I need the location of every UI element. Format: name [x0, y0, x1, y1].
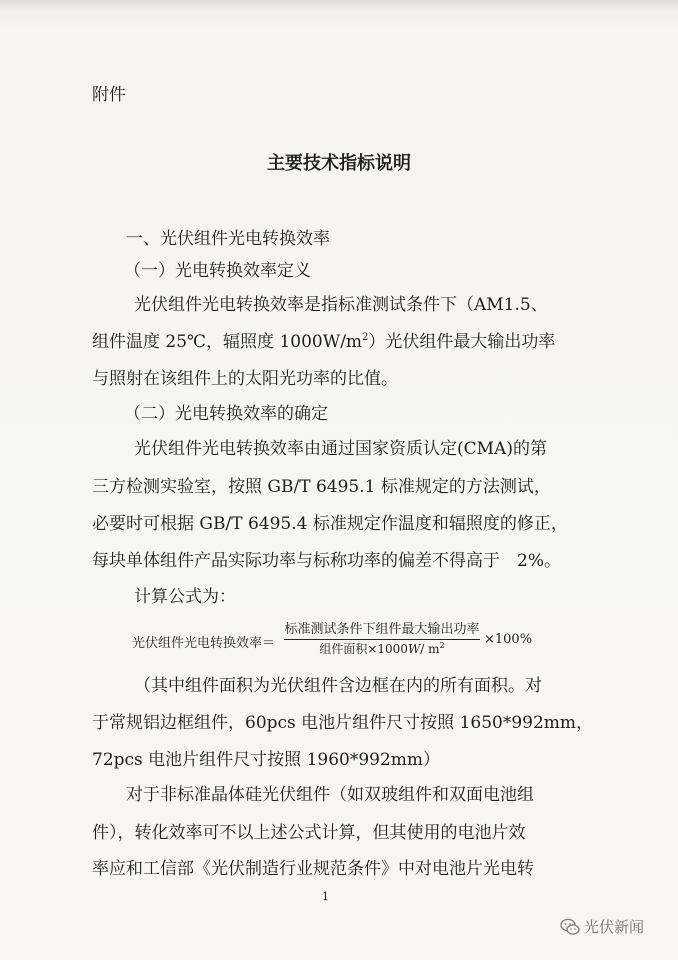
watermark: [560, 916, 644, 937]
denominator-text: 组件面积×1000: [319, 642, 408, 656]
formula-intro: 计算公式为：: [134, 587, 236, 607]
paragraph-1-line-3: 与照射在该组件上的太阳光功率的比值。: [92, 369, 398, 389]
document-title: 主要技术指标说明: [267, 153, 411, 174]
paragraph-2-line-3: 必要时可根据 GB/T 6495.4 标准规定作温度和辐照度的修正，: [92, 514, 568, 534]
paragraph-1-line-2: [92, 331, 555, 356]
paragraph-1-line-2-text-a: 组件温度 25℃，辐照度 1000W/m: [92, 332, 363, 352]
paragraph-2-line-4: 每块单体组件产品实际功率与标称功率的偏差不得高于 2%。: [92, 551, 561, 571]
page-top-edge: [0, 0, 678, 12]
denominator-superscript: 2: [439, 641, 445, 650]
section-heading-1: 一、光伏组件光电转换效率: [126, 229, 330, 249]
paragraph-2-line-2: 三方检测实验室，按照 GB/T 6495.1 标准规定的方法测试，: [92, 477, 551, 497]
subsection-heading-2: （二）光电转换效率的确定: [124, 404, 328, 424]
page-number: 1: [322, 890, 329, 903]
formula-denominator: [284, 641, 480, 659]
denominator-unit-w: W: [407, 642, 421, 656]
fraction-bar: [284, 639, 480, 640]
wechat-icon: [560, 918, 580, 936]
paragraph-4-line-3: 率应和工信部《光伏制造行业规范条件》中对电池片光电转: [92, 859, 534, 879]
paragraph-4-line-2: 件），转化效率可不以上述公式计算，但其使用的电池片效: [92, 823, 526, 843]
attachment-label: 附件: [92, 85, 126, 105]
watermark-text: 光伏新闻: [584, 918, 645, 936]
paragraph-2-line-1: 光伏组件光电转换效率由通过国家资质认定(CMA)的第: [134, 439, 547, 459]
formula-tail: ×100%: [484, 632, 533, 647]
paragraph-3-line-2: 于常规铝边框组件，60pcs 电池片组件尺寸按照 1650*992mm，: [92, 713, 594, 733]
formula-numerator: 标准测试条件下组件最大输出功率: [284, 622, 480, 637]
paragraph-1-line-2-text-b: ）光伏组件最大输出功率: [368, 332, 556, 352]
formula-fraction: [284, 622, 480, 659]
subsection-heading-1: （一）光电转换效率定义: [124, 261, 311, 281]
superscript-2: 2: [362, 332, 369, 343]
paragraph-3-line-1: （其中组件面积为光伏组件含边框在内的所有面积。对: [134, 676, 542, 696]
paragraph-4-line-1: 对于非标准晶体硅光伏组件（如双玻组件和双面电池组: [126, 785, 534, 805]
paragraph-3-line-3: 72pcs 电池片组件尺寸按照 1960*992mm）: [92, 750, 441, 770]
paragraph-1-line-1: 光伏组件光电转换效率是指标准测试条件下（AM1.5、: [134, 295, 548, 315]
denominator-unit-m: / m: [420, 642, 440, 656]
formula-label: 光伏组件光电转换效率＝: [132, 636, 276, 651]
